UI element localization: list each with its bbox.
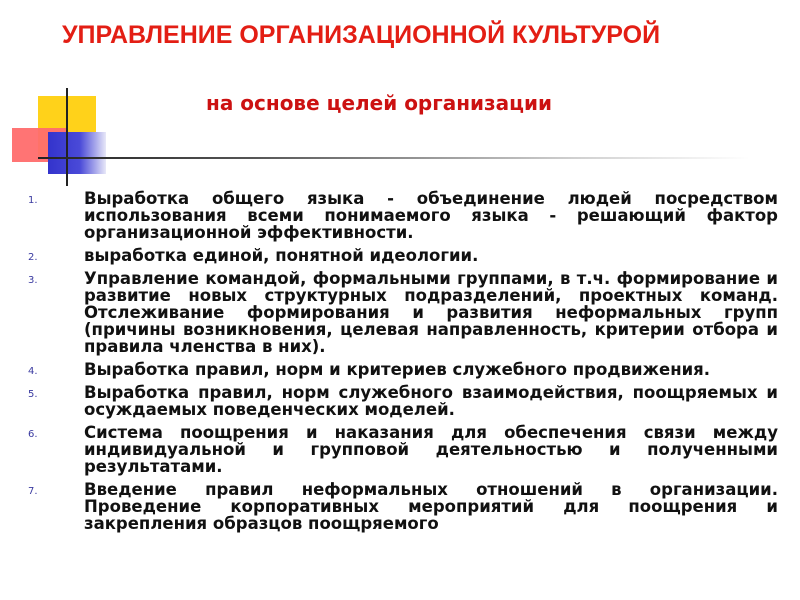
list-item-text: Выработка общего языка - объединение людей посредством использования всеми понимаемого языка - решающий фактор организационной эффективности. [84, 189, 778, 242]
list-item-text: выработка единой, понятной идеологии. [84, 246, 479, 265]
list-item-text: Выработка правил, норм и критериев служебного продвижения. [84, 360, 711, 379]
list-item-text: Система поощрения и наказания для обеспечения связи между индивидуальной и групповой деятельностью и полученными результатами. [84, 423, 778, 476]
list-item-number: 2. [28, 252, 38, 263]
slide-title: УПРАВЛЕНИЕ ОРГАНИЗАЦИОННОЙ КУЛЬТУРОЙ [62, 21, 661, 49]
list-item [20, 424, 778, 475]
logo-blue-square [48, 132, 106, 174]
list-item [20, 190, 778, 241]
list-item [20, 384, 778, 418]
list-item-number: 6. [28, 429, 38, 440]
numbered-list [20, 190, 778, 538]
logo-vertical-line [66, 88, 68, 186]
slide-subtitle: на основе целей организации [206, 91, 552, 115]
list-item-number: 5. [28, 389, 38, 400]
list-item-number: 3. [28, 275, 38, 286]
list-item-number: 1. [28, 195, 38, 206]
list-item-text: Выработка правил, норм служебного взаимодействия, поощряемых и осуждаемых поведенческих моделей. [84, 383, 778, 419]
list-item [20, 481, 778, 532]
list-item-number: 4. [28, 366, 38, 377]
list-item-text: Введение правил неформальных отношений в организации. Проведение корпоративных мероприятий для поощрения и закрепления образцов поощряемого [84, 480, 778, 533]
list-item-number: 7. [28, 486, 38, 497]
list-item-text: Управление командой, формальными группами, в т.ч. формирование и развитие новых структурных подразделений, проектных команд. Отслеживание формирования и развития неформальных групп (причины возникновения, целевая направленность, критерии отбора и правила членства в них). [84, 269, 778, 356]
list-item [20, 270, 778, 355]
list-item [20, 361, 778, 378]
list-item [20, 247, 778, 264]
title-divider-line [38, 157, 750, 159]
